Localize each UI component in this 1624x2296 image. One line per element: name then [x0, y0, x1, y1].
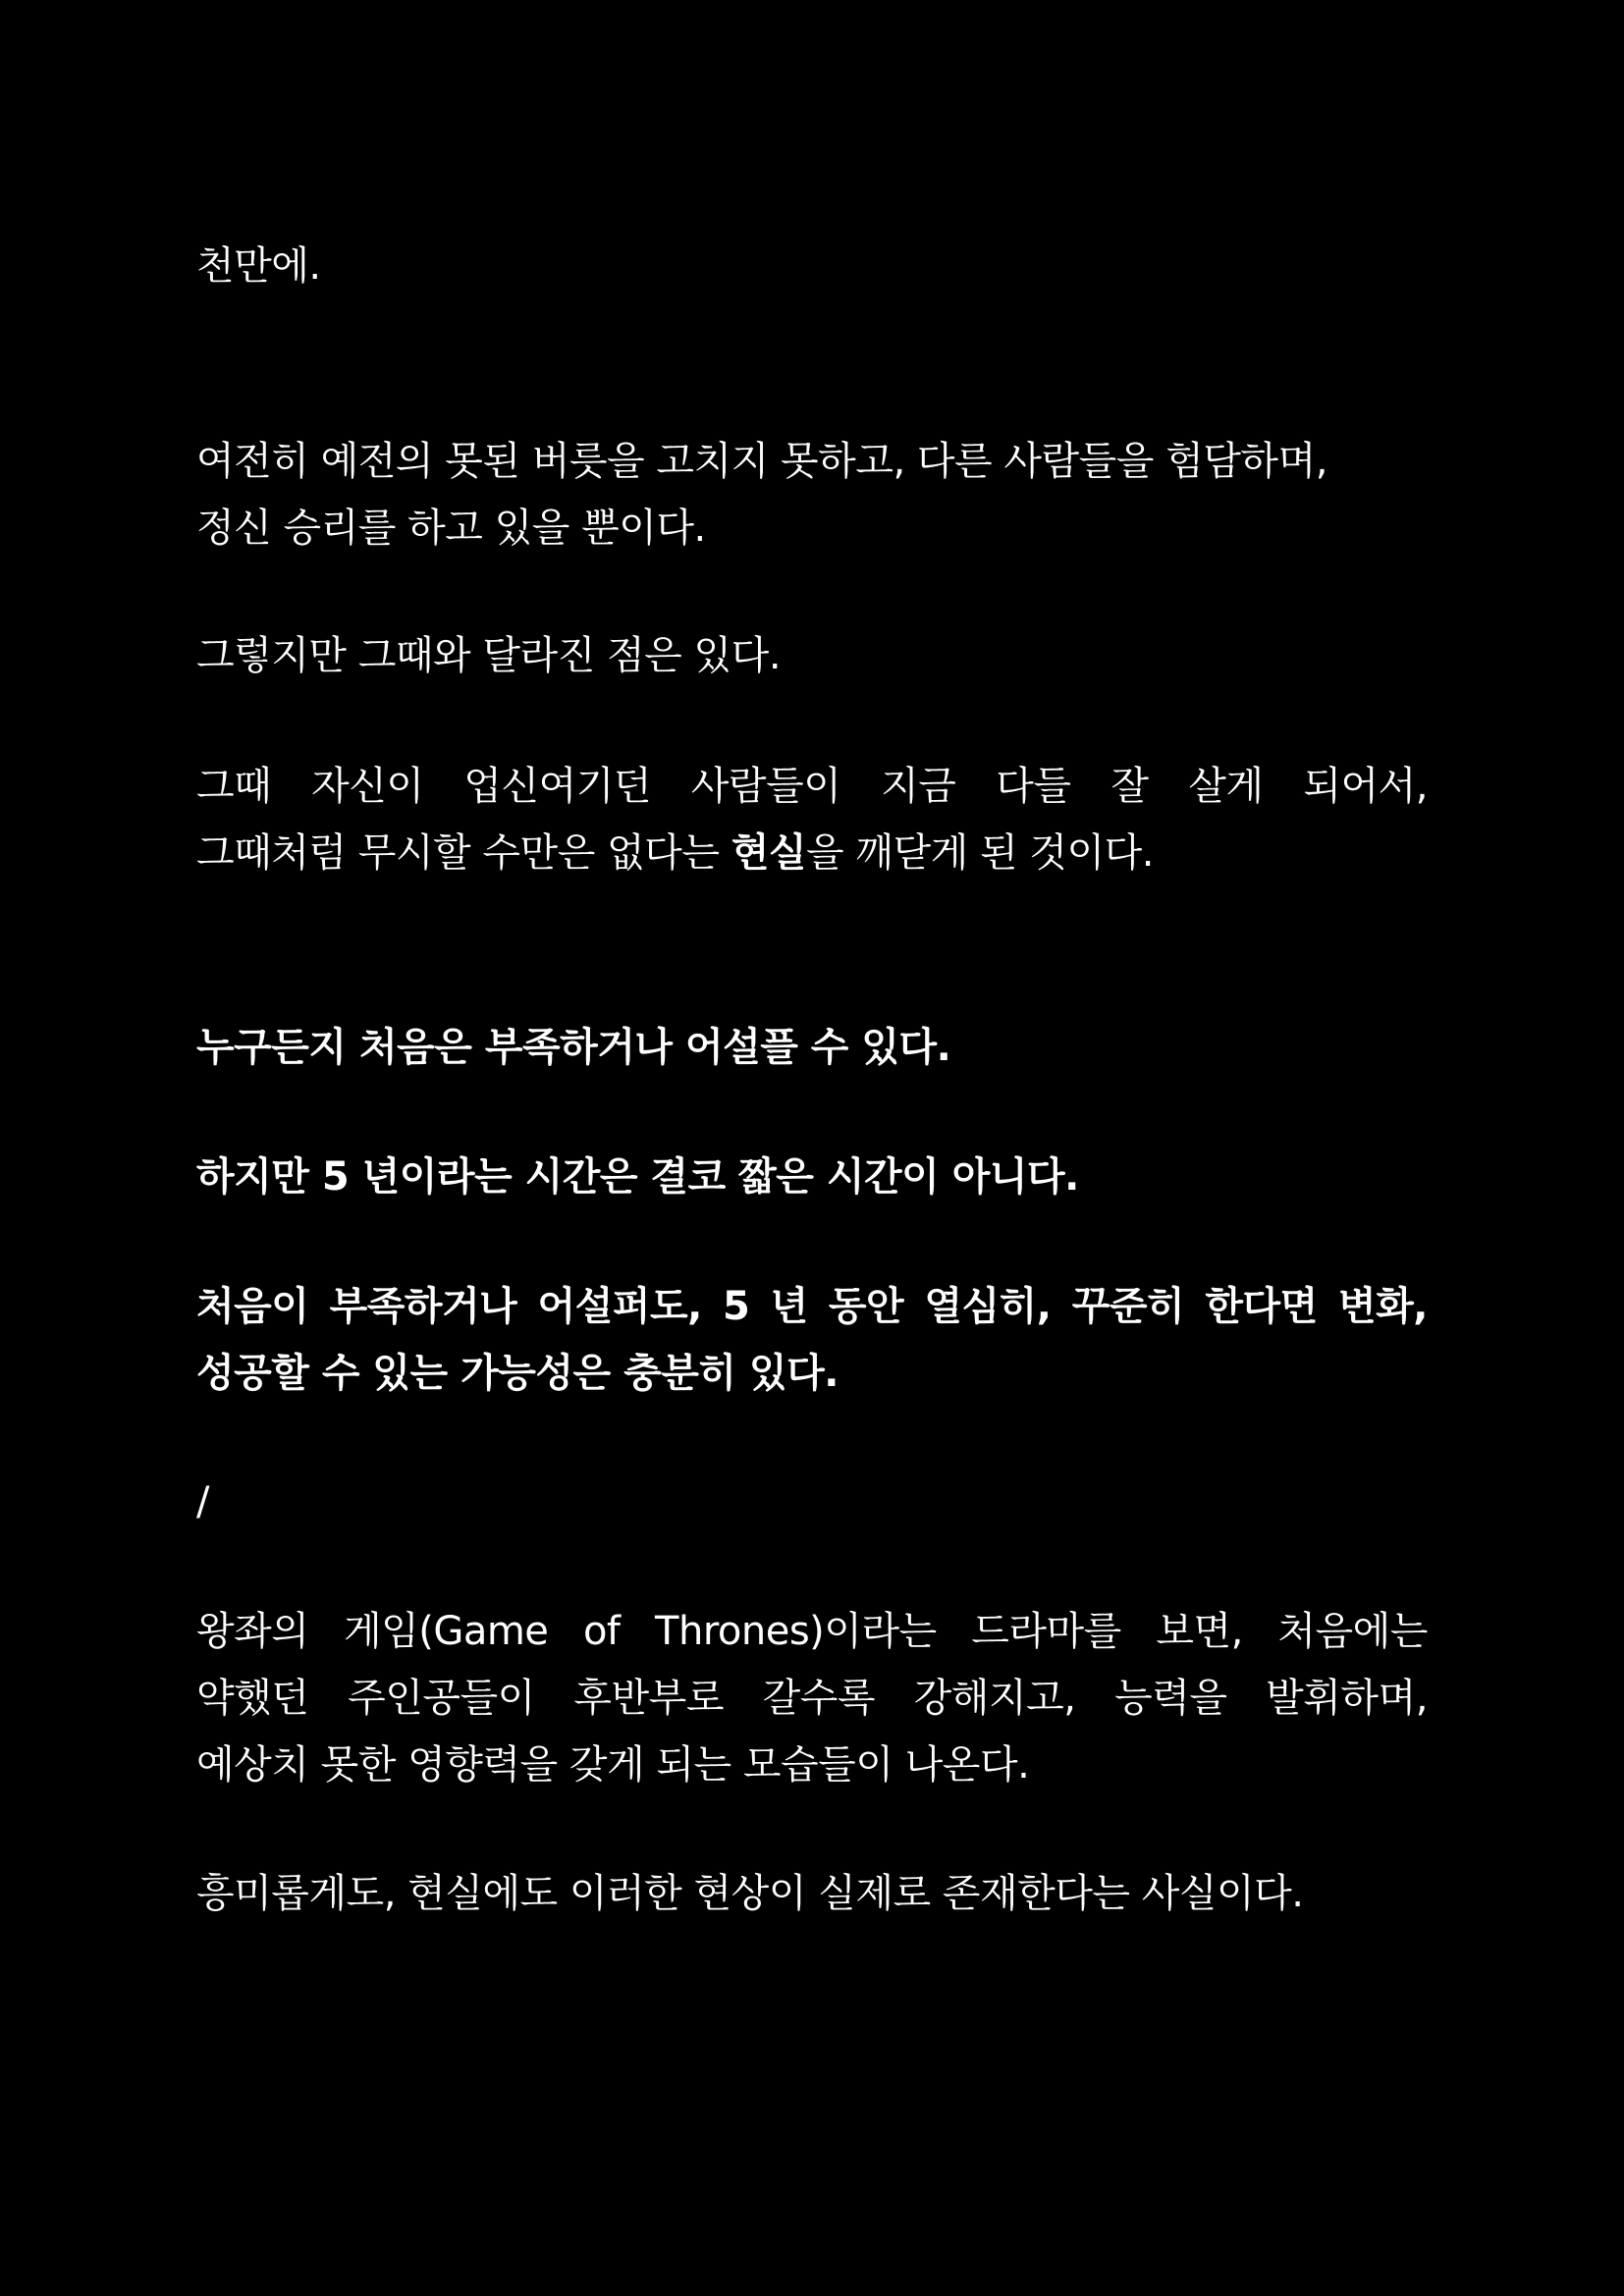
word: 열심히,	[924, 1284, 1052, 1329]
paragraph-6	[196, 1144, 1428, 1210]
word: 주인공들이	[348, 1676, 535, 1721]
word: of	[582, 1609, 621, 1654]
paragraph-2-line-1: 여전히 예전의 못된 버릇을 고치지 못하고, 다른 사람들을 험담하며,	[196, 439, 1327, 484]
word: 왕좌의	[196, 1609, 309, 1654]
word: 한다면	[1205, 1284, 1318, 1329]
word: 발휘하며,	[1266, 1676, 1428, 1721]
separator-slash: /	[196, 1479, 209, 1524]
paragraph-8	[196, 1468, 1428, 1535]
word: 후반부로	[573, 1676, 724, 1721]
word: Thrones)이라는	[655, 1609, 937, 1654]
paragraph-3-text: 그렇지만 그때와 달라진 점은 있다.	[196, 633, 782, 678]
word: 변화,	[1337, 1284, 1428, 1329]
word: 갈수록	[762, 1676, 876, 1721]
paragraph-4-line-2	[196, 820, 1428, 886]
word: 처음에는	[1277, 1609, 1428, 1654]
paragraph-7-line-2: 성공할 수 있는 가능성은 충분히 있다.	[196, 1351, 839, 1396]
word: 5	[723, 1284, 750, 1329]
word: 살게	[1188, 764, 1264, 809]
paragraph-9-line-1	[196, 1598, 1428, 1665]
emphasis-reality: 현실	[731, 830, 806, 876]
word: 업신여기던	[463, 764, 651, 809]
paragraph-4	[196, 753, 1428, 886]
word: 능력을	[1114, 1676, 1227, 1721]
paragraph-9-line-3: 예상치 못한 영향력을 갖게 되는 모습들이 나온다.	[196, 1742, 1030, 1788]
word: 자신이	[311, 764, 424, 809]
paragraph-7	[196, 1273, 1428, 1407]
text-segment: 그때처럼 무시할 수만은 없다는	[196, 830, 731, 876]
paragraph-10-text: 흥미롭게도, 현실에도 이러한 현상이 실제로 존재한다는 사실이다.	[196, 1871, 1304, 1916]
paragraph-1-text: 천만에.	[196, 243, 321, 289]
word: 지금	[881, 764, 956, 809]
word: 년	[770, 1284, 808, 1329]
word: 동안	[828, 1284, 904, 1329]
word: 어설퍼도,	[537, 1284, 702, 1329]
paragraph-9-line-2	[196, 1665, 1428, 1732]
word: 게임(Game	[343, 1609, 549, 1654]
paragraph-2	[196, 428, 1428, 561]
paragraph-5	[196, 1014, 1428, 1081]
word: 꾸준히	[1071, 1284, 1185, 1329]
paragraph-3	[196, 622, 1428, 689]
paragraph-6-text: 하지만 5 년이라는 시간은 결코 짧은 시간이 아니다.	[196, 1154, 1079, 1200]
paragraph-10	[196, 1860, 1428, 1927]
word: 약했던	[196, 1676, 309, 1721]
word: 잘	[1110, 764, 1149, 809]
word: 보면,	[1156, 1609, 1243, 1654]
paragraph-5-text: 누구든지 처음은 부족하거나 어설플 수 있다.	[196, 1025, 951, 1070]
paragraph-7-line-1	[196, 1273, 1428, 1340]
paragraph-4-line-1	[196, 753, 1428, 820]
paragraph-9	[196, 1598, 1428, 1798]
word: 사람들이	[690, 764, 841, 809]
paragraph-2-line-2: 정신 승리를 하고 있을 뿐이다.	[196, 506, 706, 551]
word: 강해지고,	[913, 1676, 1076, 1721]
word: 처음이	[196, 1284, 309, 1329]
word: 부족하거나	[329, 1284, 517, 1329]
paragraph-1	[196, 233, 1428, 299]
word: 되어서,	[1303, 764, 1428, 809]
word: 그때	[196, 764, 272, 809]
text-segment: 을 깨닫게 된 것이다.	[805, 830, 1154, 876]
word: 다들	[996, 764, 1071, 809]
word: 드라마를	[971, 1609, 1121, 1654]
